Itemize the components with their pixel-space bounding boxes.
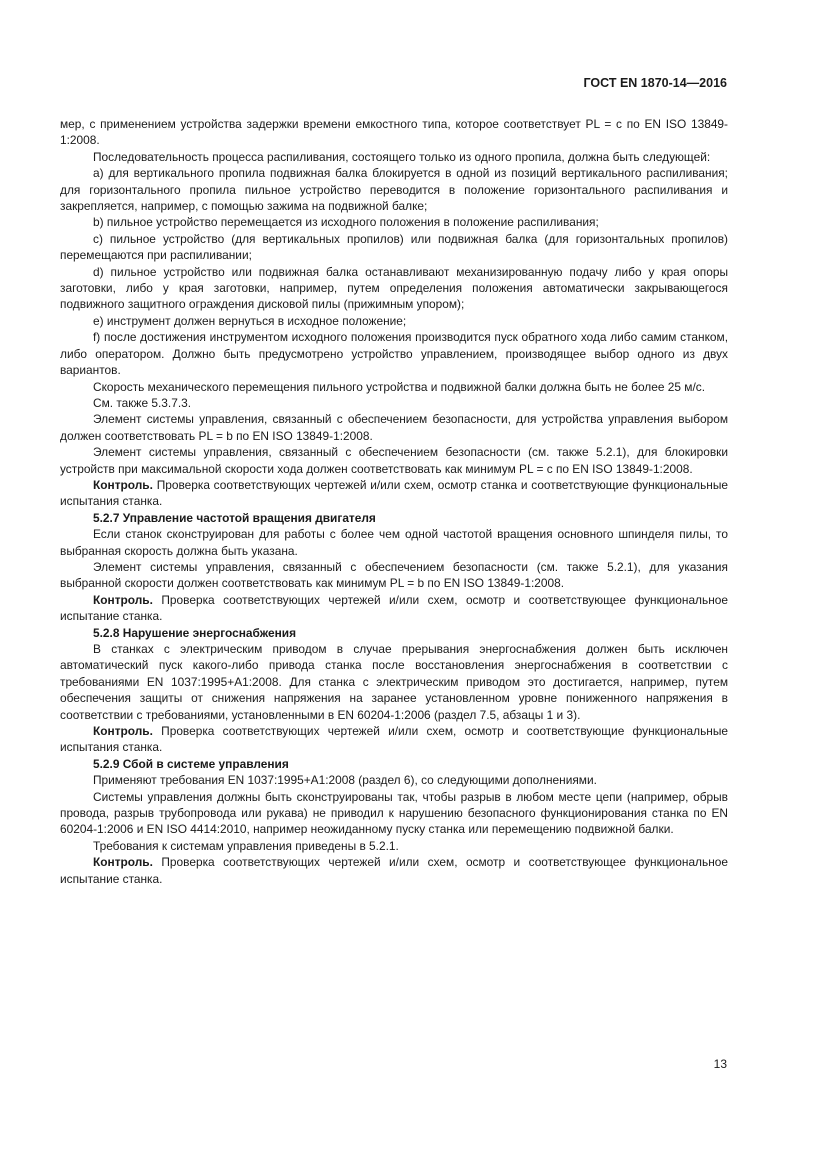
list-item: е) инструмент должен вернуться в исходное положение; — [93, 313, 407, 328]
list-item: f) после достижения инструментом исходного положения производится пуск обратного хода либо самим станком, либо оператором. Должно быть предусмотрено устройство управлением, производящее выбор одного из двух вариантов. — [60, 330, 728, 378]
paragraph: Требования к системам управления приведены в 5.2.1. — [93, 838, 399, 853]
control-paragraph — [60, 477, 728, 510]
list-item: с) пильное устройство (для вертикальных пропилов) или подвижная балка (для горизонтальных пропилов) перемещаются при распиливании; — [60, 231, 728, 263]
paragraph: Если станок сконструирован для работы с более чем одной частотой вращения основного шпинделя пилы, то выбранная скорость должна быть указана. — [60, 527, 728, 558]
paragraph: Применяют требования EN 1037:1995+A1:2008 (раздел 6), со следующими дополнениями. — [93, 773, 597, 788]
list-item: b) пильное устройство перемещается из исходного положения в положение распиливания; — [93, 215, 599, 230]
control-paragraph — [60, 854, 728, 887]
list-item: а) для вертикального пропила подвижная балка блокируется в одной из позиций вертикального распиливания; для горизонтального пропила пильное устройство переводится в положение горизонтального распиливания и закрепляется, например, с помощью зажима на подвижной балке; — [60, 166, 728, 214]
control-text: Проверка соответствующих чертежей и/или схем, осмотр и соответствующие функциональные испытания станка. — [60, 724, 728, 755]
page-number: 13 — [713, 1057, 727, 1071]
control-text: Проверка соответствующих чертежей и/или схем, осмотр и соответствующее функциональное испытание станка. — [60, 855, 728, 886]
paragraph: мер, с применением устройства задержки времени емкостного типа, которое соответствует PL = с по EN ISO 13849-1:2008. — [60, 117, 728, 148]
control-text: Проверка соответствующих чертежей и/или схем, осмотр и соответствующее функциональное испытание станка. — [60, 592, 728, 624]
section-heading: 5.2.9 Сбой в системе управления — [93, 756, 289, 771]
control-label: Контроль. — [93, 592, 153, 607]
control-label: Контроль. — [93, 855, 153, 870]
paragraph: Элемент системы управления, связанный с обеспечением безопасности, для устройства управления выбором должен соответствовать PL = b по EN ISO 13849-1:2008. — [60, 412, 728, 443]
paragraph: Скорость механического перемещения пильного устройства и подвижной балки должна быть не более 25 м/с. — [93, 379, 706, 394]
paragraph: В станках с электрическим приводом в случае прерывания энергоснабжения должен быть исключен автоматический пуск какого-либо привода станка после восстановления энергоснабжения в соответствии с требованиями EN 1037:1995+A1:2008. Для станка с электрическим приводом это достигается, например, путем обеспечения защиты от снижения напряжения на заранее установленном уровне пониженного напряжения в соответствии с требованиями, установленными в EN 60204-1:2006 (раздел 7.5, абзацы 1 и 3). — [60, 642, 728, 722]
paragraph: Последовательность процесса распиливания, состоящего только из одного пропила, должна быть следующей: — [93, 149, 711, 164]
paragraph: См. также 5.3.7.3. — [93, 395, 192, 410]
list-item: d) пильное устройство или подвижная балка останавливают механизированную подачу либо у края опоры заготовки, либо у края заготовки, например, путем определения положения автоматически закрывающегося подвижного защитного ограждения дисковой пилы (прижимным упором); — [60, 264, 728, 312]
paragraph: Элемент системы управления, связанный с обеспечением безопасности (см. также 5.2.1), для указания выбранной скорости должен соответствовать как минимум PL = b по EN ISO 13849-1:2008. — [60, 559, 728, 591]
control-text: Проверка соответствующих чертежей и/или схем, осмотр станка и соответствующие функциональные испытания станка. — [60, 477, 728, 509]
paragraph: Системы управления должны быть сконструированы так, чтобы разрыв в любом месте цепи (например, обрыв провода, разрыв трубопровода или рукава) не приводил к нарушению безопасного функционирования станка по EN 60204-1:2006 и EN ISO 4414:2010, например неожиданному пуску станка или перемещению подвижной балки. — [60, 789, 728, 837]
section-heading: 5.2.7 Управление частотой вращения двигателя — [93, 510, 376, 525]
document-body — [60, 116, 728, 887]
control-label: Контроль. — [93, 477, 153, 492]
control-paragraph — [60, 592, 728, 625]
control-paragraph — [60, 723, 728, 756]
document-header: ГОСТ EN 1870-14—2016 — [583, 76, 727, 90]
paragraph: Элемент системы управления, связанный с обеспечением безопасности (см. также 5.2.1), для блокировки устройств при максимальной скорости хода должен соответствовать как минимум PL = с по EN ISO 13849-1:2008. — [60, 445, 728, 476]
control-label: Контроль. — [93, 724, 153, 739]
section-heading: 5.2.8 Нарушение энергоснабжения — [93, 625, 297, 640]
